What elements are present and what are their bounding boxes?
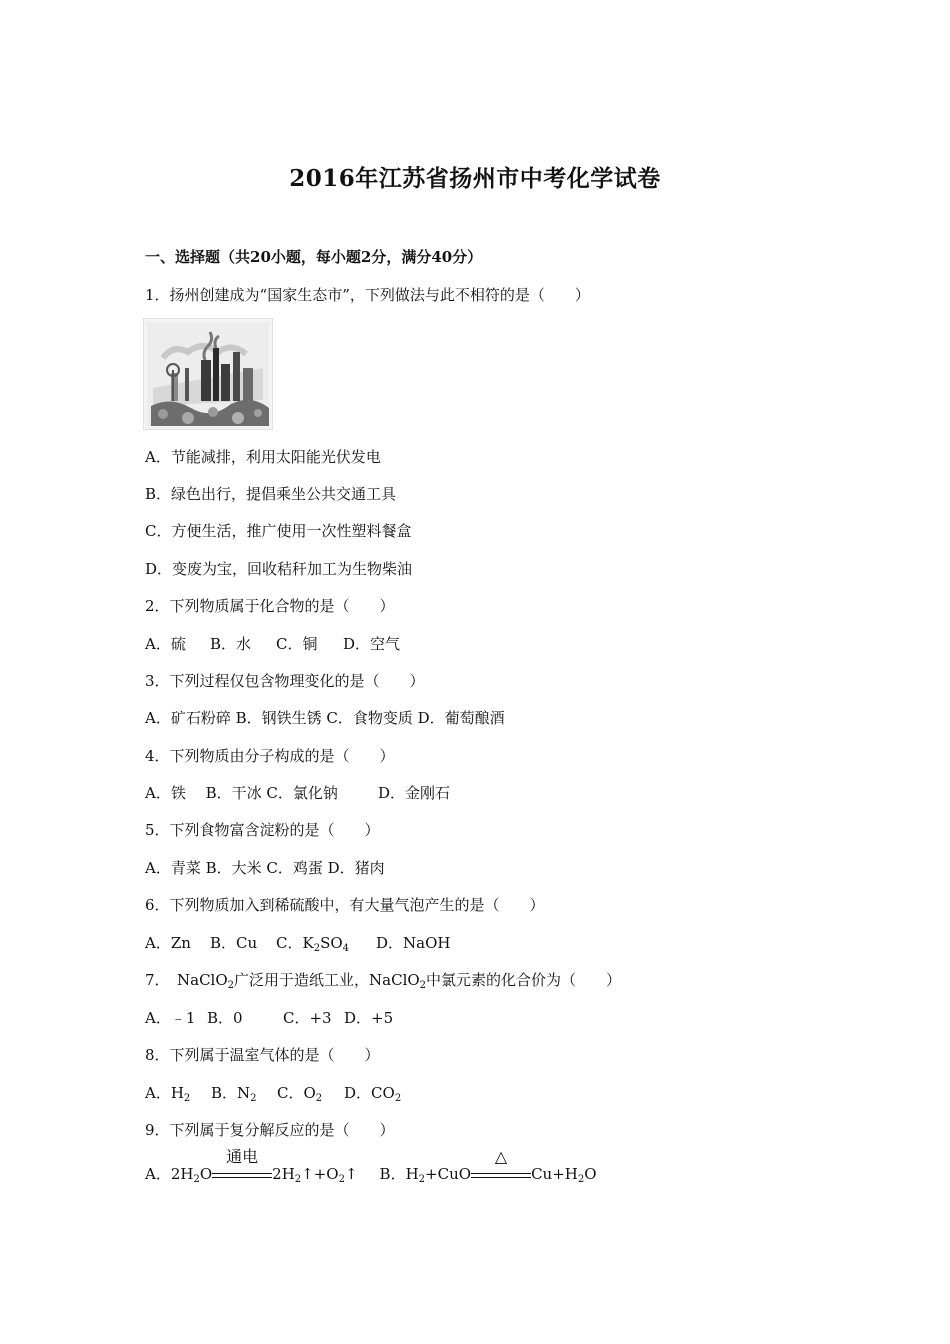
question-7-options xyxy=(145,1008,393,1028)
question-6-options xyxy=(145,933,450,953)
option-b: B．Cu xyxy=(210,934,258,952)
question-1-option-c: C．方便生活，推广使用一次性塑料餐盒 xyxy=(145,522,412,540)
question-3-stem: 3．下列过程仅包含物理变化的是（ ） xyxy=(145,672,425,690)
option-b: B．水 xyxy=(210,635,252,653)
option-d: D．空气 xyxy=(343,635,401,653)
reaction-condition: △ xyxy=(471,1165,531,1185)
option-c: C．$K_2SO_4$ xyxy=(276,934,350,954)
question-9-stem: 9．下列属于复分解反应的是（ ） xyxy=(145,1121,395,1139)
option-d: D．$CO_2$ xyxy=(344,1084,402,1104)
question-9-options xyxy=(145,1147,597,1185)
option-d: D．NaOH xyxy=(376,934,451,952)
question-1-option-b: B．绿色出行，提倡乘坐公共交通工具 xyxy=(145,485,397,503)
question-2-options xyxy=(145,634,400,654)
option-b: B．0 xyxy=(207,1009,243,1027)
option-c: C．$O_2$ xyxy=(277,1084,323,1104)
option-d: D．金刚石 xyxy=(378,784,451,802)
question-4-stem: 4．下列物质由分子构成的是（ ） xyxy=(145,747,395,765)
option-b: B．$N_2$ xyxy=(211,1084,257,1104)
question-1-option-a: A．节能减排，利用太阳能光伏发电 xyxy=(145,448,381,466)
question-5-options: A．青菜 B．大米 C．鸡蛋 D．猪肉 xyxy=(145,859,385,877)
option-c: C．铜 xyxy=(276,635,318,653)
question-7-stem: 7． NaClO$_2$广泛用于造纸工业，NaClO$_2$中氯元素的化合价为（ ） xyxy=(145,971,622,991)
option-a: A．﹣1 xyxy=(145,1009,196,1027)
option-a-b-c: A．铁 B．干冰 C．氯化钠 xyxy=(145,784,338,802)
question-4-options xyxy=(145,783,450,803)
option-a: A．$2H_2O$ 通电 $2H_2↑+O_2↑$ xyxy=(145,1147,358,1185)
question-8-stem: 8．下列属于温室气体的是（ ） xyxy=(145,1046,380,1064)
question-2-stem: 2．下列物质属于化合物的是（ ） xyxy=(145,597,395,615)
question-1-stem: 1．扬州创建成为“国家生态市”，下列做法与此不相符的是（ ） xyxy=(145,286,590,304)
question-5-stem: 5．下列食物富含淀粉的是（ ） xyxy=(145,821,380,839)
option-b: B．$H_2+CuO$ △ $Cu+H_2O$ xyxy=(379,1147,597,1185)
city-pollution-illustration xyxy=(143,318,273,430)
question-6-stem: 6．下列物质加入到稀硫酸中，有大量气泡产生的是（ ） xyxy=(145,896,545,914)
option-a: A．硫 xyxy=(145,635,186,653)
question-8-options xyxy=(145,1083,401,1103)
question-1-option-d: D．变废为宝，回收秸秆加工为生物柴油 xyxy=(145,560,413,578)
section-heading: 一、选择题（共20小题，每小题2分，满分40分） xyxy=(145,248,483,266)
page-title: 2016年江苏省扬州市中考化学试卷 xyxy=(289,165,661,192)
reaction-condition: 通电 xyxy=(212,1165,272,1185)
option-c: C．+3 xyxy=(283,1009,332,1027)
question-3-options: A．矿石粉碎 B．钢铁生锈 C．食物变质 D．葡萄酿酒 xyxy=(145,709,505,727)
option-d: D．+5 xyxy=(344,1009,394,1027)
option-a: A．$H_2$ xyxy=(145,1084,191,1104)
option-a: A．Zn xyxy=(145,934,191,952)
